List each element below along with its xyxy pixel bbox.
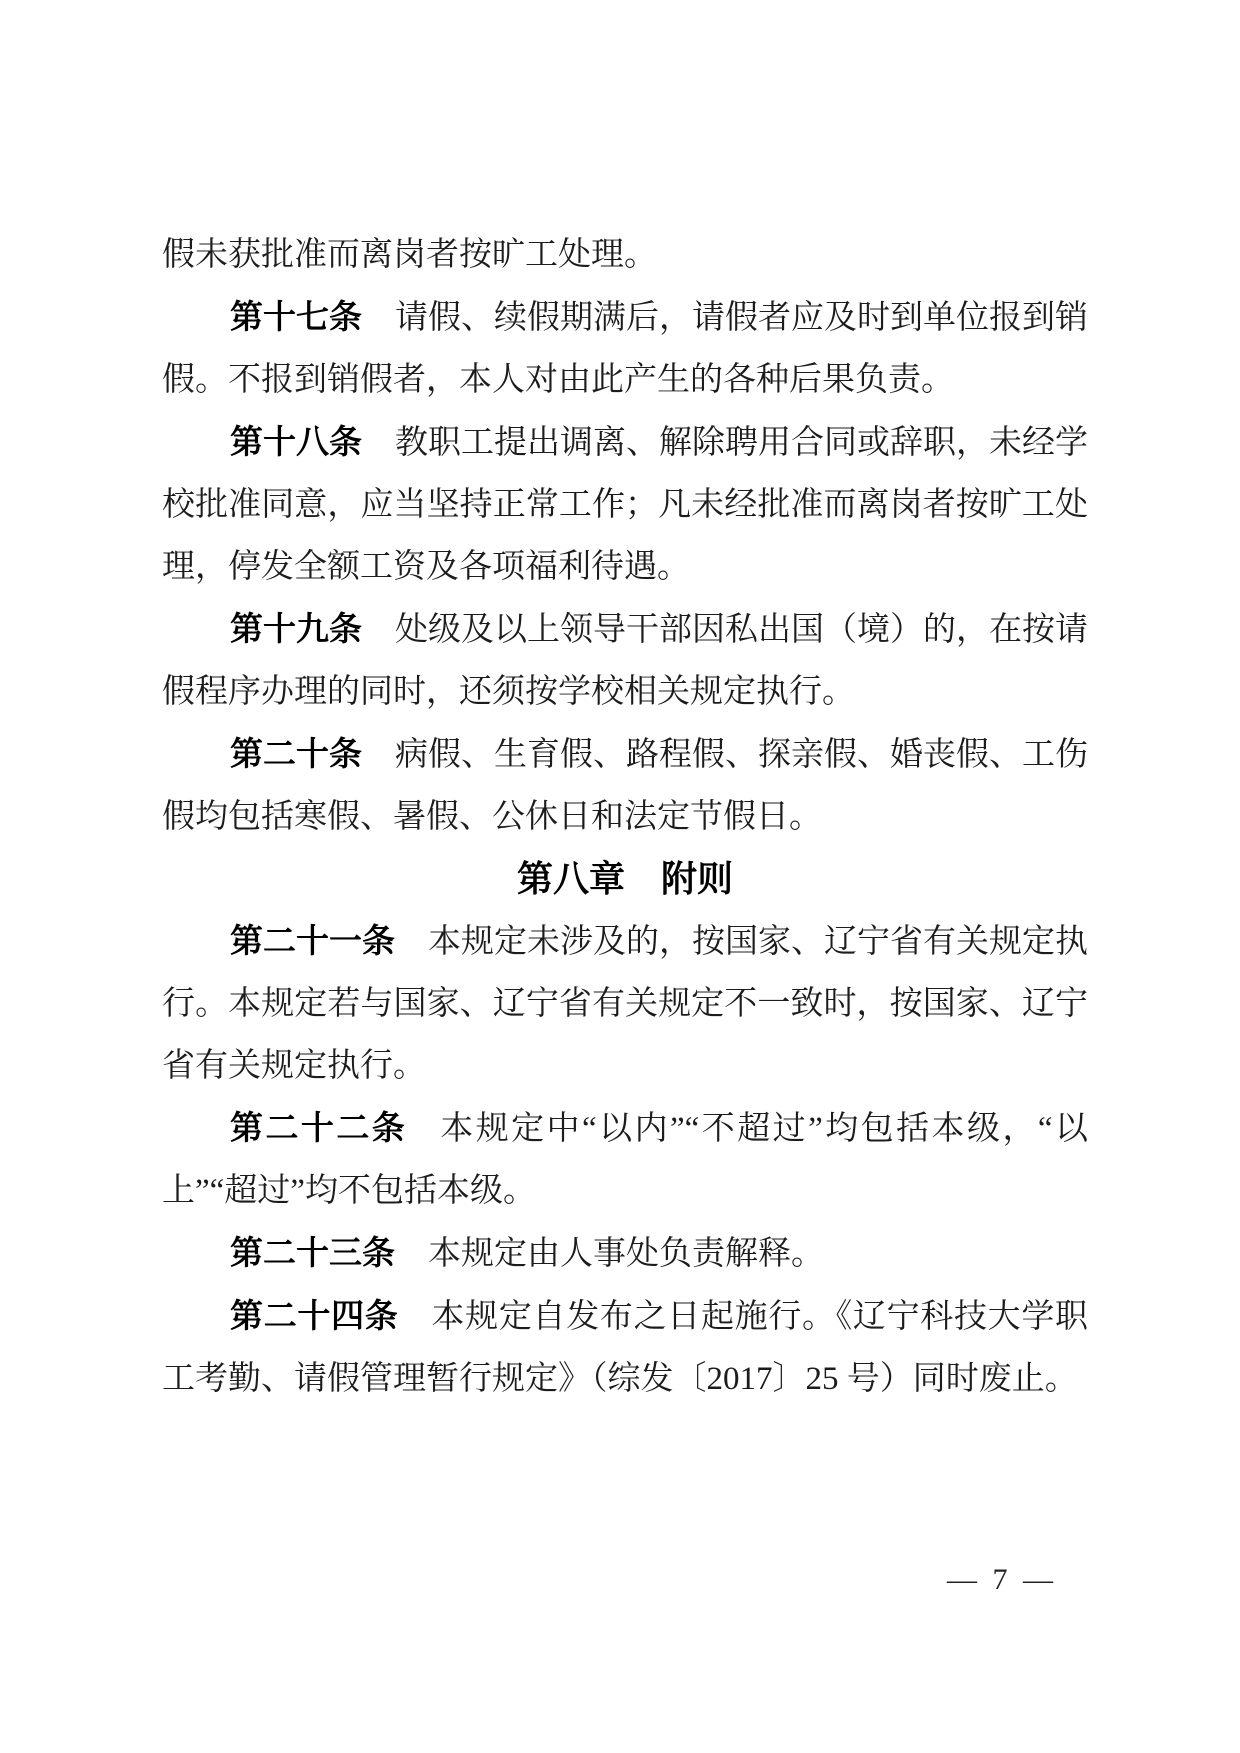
paragraph: 第十七条 请假、续假期满后，请假者应及时到单位报到销假。不报到销假者，本人对由此产生的各种后果负责。 — [162, 298, 1088, 398]
article-number: 第二十条 — [230, 735, 362, 772]
article-number: 第二十三条 — [230, 1234, 395, 1271]
article-number: 第十九条 — [230, 610, 362, 647]
article-number: 第二十一条 — [230, 922, 395, 959]
article-number: 第十七条 — [230, 298, 362, 335]
paragraph: 假未获批准而离岗者按旷工处理。 — [162, 237, 657, 273]
article-number: 第二十二条 — [230, 1109, 408, 1146]
paragraph: 第十八条 教职工提出调离、解除聘用合同或辞职，未经学校批准同意，应当坚持正常工作；凡未经批准而离岗者按旷工处理，停发全额工资及各项福利待遇。 — [162, 423, 1088, 585]
paragraph: 第二十条 病假、生育假、路程假、探亲假、婚丧假、工伤假均包括寒假、暑假、公休日和法定节假日。 — [162, 735, 1088, 835]
document-body — [162, 224, 1088, 1410]
article-number: 第十八条 — [230, 423, 362, 460]
paragraph: 第十九条 处级及以上领导干部因私出国（境）的，在按请假程序办理的同时，还须按学校相关规定执行。 — [162, 610, 1088, 710]
paragraph: 第二十二条 本规定中“以内”“不超过”均包括本级，“以上”“超过”均不包括本级。 — [162, 1109, 1088, 1209]
paragraph: 第二十三条 本规定由人事处负责解释。 — [230, 1234, 824, 1272]
paragraph: 第二十四条 本规定自发布之日起施行。《辽宁科技大学职工考勤、请假管理暂行规定》（综发〔2017〕25 号）同时废止。 — [162, 1297, 1088, 1397]
article-number: 第二十四条 — [230, 1297, 399, 1334]
paragraph: 第二十一条 本规定未涉及的，按国家、辽宁省有关规定执行。本规定若与国家、辽宁省有关规定不一致时，按国家、辽宁省有关规定执行。 — [162, 922, 1088, 1084]
page-number: — 7 — — [947, 1563, 1057, 1596]
chapter-heading: 第八章 附则 — [516, 858, 733, 899]
